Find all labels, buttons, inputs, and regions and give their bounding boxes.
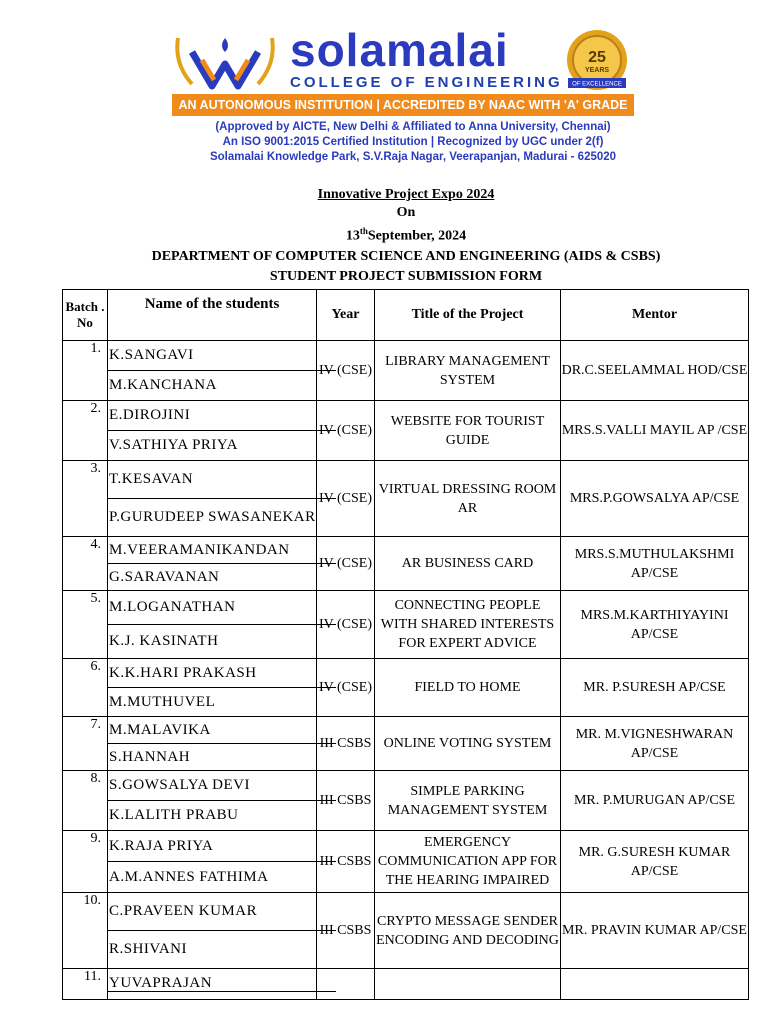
student-name-1: T.KESAVAN (108, 461, 336, 499)
table-row (63, 893, 749, 969)
year-cell: III CSBS (317, 831, 375, 893)
table-header-row (63, 290, 749, 341)
batch-number: 5. (63, 591, 108, 659)
student-names (108, 537, 317, 591)
batch-number: 2. (63, 401, 108, 461)
student-names (108, 659, 317, 717)
year-cell: III CSBS (317, 717, 375, 771)
student-name-1: M.VEERAMANIKANDAN (108, 537, 336, 564)
student-names (108, 591, 317, 659)
badge-number: 25 (588, 49, 606, 66)
student-names (108, 717, 317, 771)
year-cell (317, 969, 375, 1000)
table-row (63, 341, 749, 401)
student-name-2: M.MUTHUVEL (109, 693, 216, 710)
department-title: DEPARTMENT OF COMPUTER SCIENCE AND ENGINEERING (AIDS & CSBS) (151, 248, 661, 264)
student-names (108, 969, 317, 1000)
approval-line-3: Solamalai Knowledge Park, S.V.Raja Nagar, Veerapanjan, Madurai - 625020 (209, 151, 617, 163)
student-name-2: A.M.ANNES FATHIMA (109, 868, 269, 885)
table-row (63, 717, 749, 771)
badge-ribbon: OF EXCELLENCE (572, 81, 622, 88)
mentor-name: MR. P.MURUGAN AP/CSE (561, 771, 749, 831)
mentor-name: MRS.M.KARTHIYAYINI AP/CSE (561, 591, 749, 659)
table-row (63, 969, 749, 1000)
year-cell: IV (CSE) (317, 591, 375, 659)
header-title: Title of the Project (375, 290, 561, 341)
mentor-name: MR. PRAVIN KUMAR AP/CSE (561, 893, 749, 969)
year-cell: IV (CSE) (317, 659, 375, 717)
header-names: Name of the students (108, 290, 317, 341)
student-names (108, 831, 317, 893)
project-title: EMERGENCY COMMUNICATION APP FOR THE HEARING IMPAIRED (375, 831, 561, 893)
mentor-name: MR. G.SURESH KUMAR AP/CSE (561, 831, 749, 893)
year-cell: IV (CSE) (317, 401, 375, 461)
header-year: Year (317, 290, 375, 341)
batch-number: 4. (63, 537, 108, 591)
batch-number: 1. (63, 341, 108, 401)
student-name-1: M.LOGANATHAN (108, 591, 336, 625)
batch-number: 3. (63, 461, 108, 537)
student-name-2: P.GURUDEEP SWASANEKAR (109, 509, 316, 525)
table-row (63, 659, 749, 717)
accreditation-banner: AN AUTONOMOUS INSTITUTION | ACCREDITED BY NAAC WITH 'A' GRADE (172, 94, 634, 116)
student-name-1: M.MALAVIKA (108, 717, 336, 744)
batch-number: 9. (63, 831, 108, 893)
mentor-name: MRS.P.GOWSALYA AP/CSE (561, 461, 749, 537)
year-cell: IV (CSE) (317, 537, 375, 591)
student-name-2: V.SATHIYA PRIYA (109, 437, 238, 453)
project-title: AR BUSINESS CARD (375, 537, 561, 591)
student-name-1: K.K.HARI PRAKASH (108, 659, 336, 688)
batch-number: 6. (63, 659, 108, 717)
form-title: STUDENT PROJECT SUBMISSION FORM (269, 268, 543, 284)
student-name-1: K.SANGAVI (108, 341, 336, 371)
project-title: SIMPLE PARKING MANAGEMENT SYSTEM (375, 771, 561, 831)
batch-number: 10. (63, 893, 108, 969)
mentor-name: DR.C.SEELAMMAL HOD/CSE (561, 341, 749, 401)
mentor-name: MR. P.SURESH AP/CSE (561, 659, 749, 717)
student-name-1: K.RAJA PRIYA (108, 831, 336, 862)
document-titles (0, 186, 768, 286)
table-row (63, 771, 749, 831)
header-batch: Batch . No (63, 290, 108, 341)
batch-number: 7. (63, 717, 108, 771)
student-name-1: C.PRAVEEN KUMAR (108, 893, 336, 931)
project-title: VIRTUAL DRESSING ROOM AR (375, 461, 561, 537)
year-cell: IV (CSE) (317, 341, 375, 401)
student-names (108, 461, 317, 537)
table-row (63, 461, 749, 537)
student-name-2: G.SARAVANAN (109, 568, 220, 585)
header-mentor: Mentor (561, 290, 749, 341)
student-names (108, 401, 317, 461)
mentor-name: MR. M.VIGNESHWARAN AP/CSE (561, 717, 749, 771)
student-names (108, 771, 317, 831)
event-title: Innovative Project Expo 2024 (317, 187, 495, 202)
year-cell: III CSBS (317, 771, 375, 831)
project-title: WEBSITE FOR TOURIST GUIDE (375, 401, 561, 461)
badge-years: YEARS (584, 67, 610, 74)
student-name-2: M.KANCHANA (109, 377, 217, 393)
student-names (108, 893, 317, 969)
student-name-2: R.SHIVANI (109, 941, 187, 957)
student-name-2: S.HANNAH (109, 748, 191, 765)
table-row (63, 401, 749, 461)
project-title: ONLINE VOTING SYSTEM (375, 717, 561, 771)
submission-table (62, 289, 749, 1000)
student-name-1: E.DIROJINI (108, 401, 336, 431)
student-name-2: K.LALITH PRABU (109, 807, 239, 823)
table-row (63, 831, 749, 893)
brand-name: solamalai (290, 24, 509, 76)
on-label: On (396, 205, 416, 220)
student-name-2: K.J. KASINATH (109, 633, 219, 649)
year-cell: IV (CSE) (317, 461, 375, 537)
college-emblem-icon (172, 34, 278, 94)
mentor-name: MRS.S.MUTHULAKSHMI AP/CSE (561, 537, 749, 591)
mentor-name: MRS.S.VALLI MAYIL AP /CSE (561, 401, 749, 461)
anniversary-badge (560, 26, 634, 100)
brand-subtitle: COLLEGE OF ENGINEERING (290, 74, 563, 91)
event-date: 13thSeptember, 2024 (345, 226, 467, 244)
college-header (0, 0, 768, 175)
student-names (108, 341, 317, 401)
project-title: CRYPTO MESSAGE SENDER ENCODING AND DECODING (375, 893, 561, 969)
student-name-1: YUVAPRAJAN (108, 976, 336, 992)
student-name-1: S.GOWSALYA DEVI (108, 771, 336, 801)
project-title: FIELD TO HOME (375, 659, 561, 717)
approval-line-1: (Approved by AICTE, New Delhi & Affiliated to Anna University, Chennai) (215, 121, 611, 133)
project-title: CONNECTING PEOPLE WITH SHARED INTERESTS FOR EXPERT ADVICE (375, 591, 561, 659)
year-cell: III CSBS (317, 893, 375, 969)
project-title: LIBRARY MANAGEMENT SYSTEM (375, 341, 561, 401)
batch-number: 8. (63, 771, 108, 831)
approval-line-2: An ISO 9001:2015 Certified Institution | Recognized by UGC under 2(f) (222, 136, 604, 148)
table-row (63, 591, 749, 659)
table-row (63, 537, 749, 591)
batch-number: 11. (63, 969, 108, 1000)
project-title (375, 969, 561, 1000)
mentor-name (561, 969, 749, 1000)
